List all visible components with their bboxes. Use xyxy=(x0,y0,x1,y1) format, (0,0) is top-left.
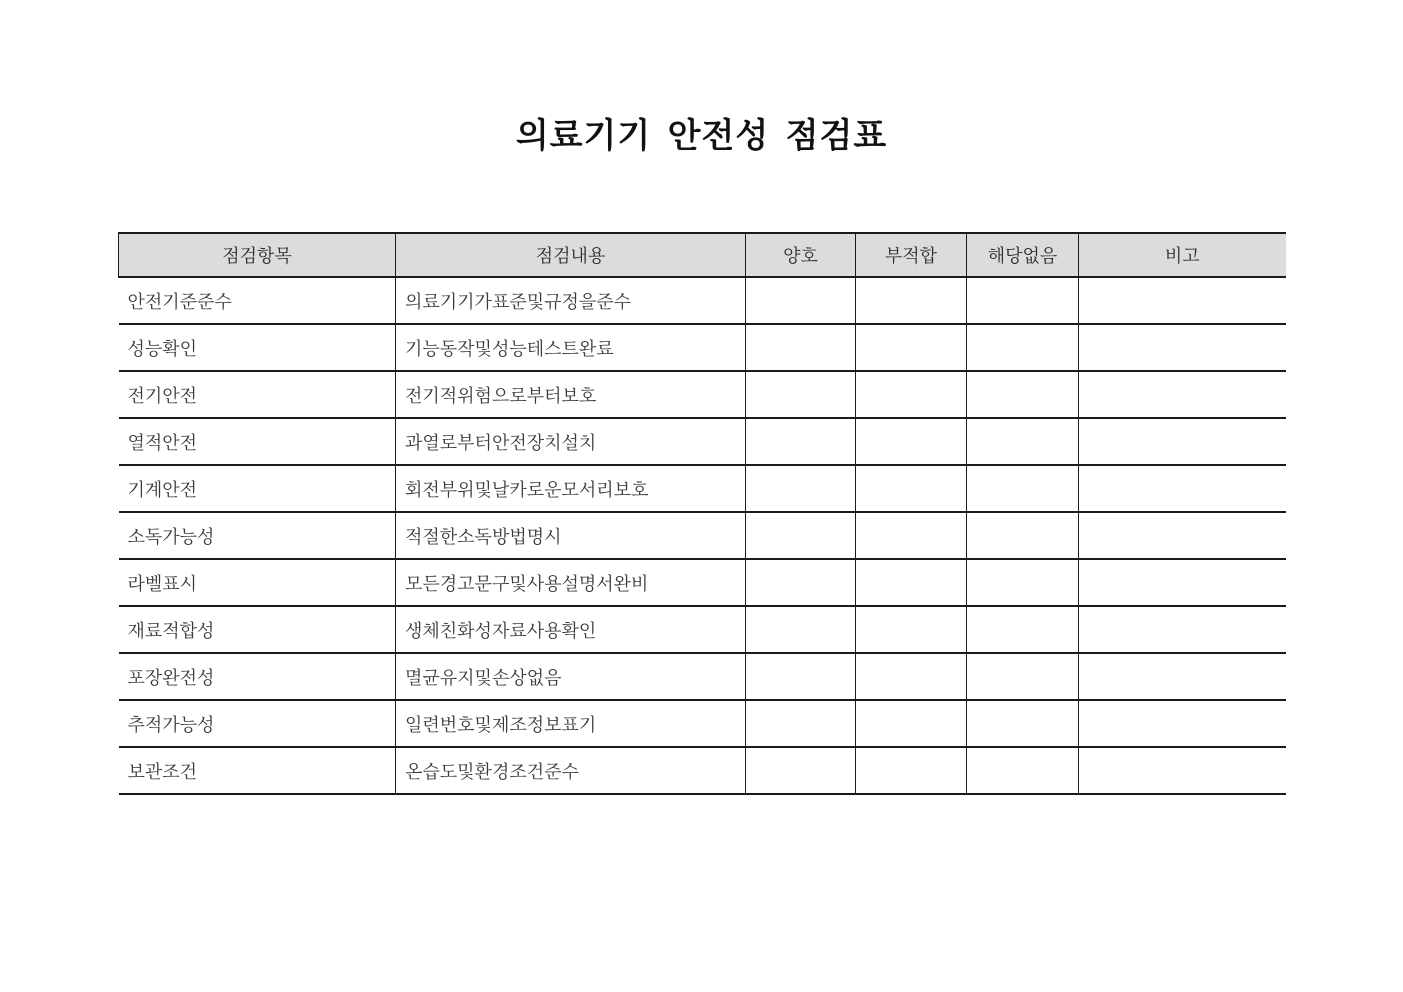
cell-na xyxy=(967,606,1079,653)
cell-na xyxy=(967,512,1079,559)
cell-fail xyxy=(856,277,967,324)
cell-good xyxy=(746,512,856,559)
cell-na xyxy=(967,324,1079,371)
table-header xyxy=(119,233,1286,277)
cell-note xyxy=(1079,606,1286,653)
cell-check-content: 기능동작및성능테스트완료 xyxy=(396,324,746,371)
cell-check-item: 소독가능성 xyxy=(119,512,396,559)
cell-check-content: 전기적위험으로부터보호 xyxy=(396,371,746,418)
cell-check-content: 생체친화성자료사용확인 xyxy=(396,606,746,653)
table-row xyxy=(119,512,1286,559)
table-row xyxy=(119,371,1286,418)
cell-note xyxy=(1079,512,1286,559)
table-row xyxy=(119,277,1286,324)
cell-fail xyxy=(856,465,967,512)
cell-check-item: 재료적합성 xyxy=(119,606,396,653)
cell-na xyxy=(967,700,1079,747)
cell-fail xyxy=(856,512,967,559)
cell-good xyxy=(746,700,856,747)
cell-na xyxy=(967,653,1079,700)
table-body xyxy=(119,277,1286,794)
column-header-content: 점검내용 xyxy=(396,233,746,277)
cell-fail xyxy=(856,747,967,794)
checklist-table xyxy=(118,232,1286,795)
cell-good xyxy=(746,559,856,606)
cell-good xyxy=(746,371,856,418)
page-title: 의료기기 안전성 점검표 xyxy=(515,117,888,155)
cell-good xyxy=(746,418,856,465)
cell-check-item: 기계안전 xyxy=(119,465,396,512)
cell-check-content: 회전부위및날카로운모서리보호 xyxy=(396,465,746,512)
header-row xyxy=(119,233,1286,277)
cell-good xyxy=(746,465,856,512)
cell-fail xyxy=(856,653,967,700)
table-row xyxy=(119,606,1286,653)
cell-note xyxy=(1079,418,1286,465)
cell-note xyxy=(1079,559,1286,606)
cell-note xyxy=(1079,465,1286,512)
cell-good xyxy=(746,606,856,653)
cell-note xyxy=(1079,653,1286,700)
table-row xyxy=(119,700,1286,747)
cell-check-content: 과열로부터안전장치설치 xyxy=(396,418,746,465)
cell-check-content: 멸균유지및손상없음 xyxy=(396,653,746,700)
cell-good xyxy=(746,324,856,371)
cell-fail xyxy=(856,371,967,418)
cell-check-content: 의료기기가표준및규정을준수 xyxy=(396,277,746,324)
cell-check-item: 포장완전성 xyxy=(119,653,396,700)
column-header-fail: 부적합 xyxy=(856,233,967,277)
table-row xyxy=(119,653,1286,700)
cell-check-item: 전기안전 xyxy=(119,371,396,418)
table-row xyxy=(119,465,1286,512)
cell-check-item: 열적안전 xyxy=(119,418,396,465)
cell-fail xyxy=(856,324,967,371)
cell-fail xyxy=(856,606,967,653)
cell-note xyxy=(1079,277,1286,324)
cell-check-content: 모든경고문구및사용설명서완비 xyxy=(396,559,746,606)
cell-fail xyxy=(856,559,967,606)
cell-na xyxy=(967,418,1079,465)
table-row xyxy=(119,747,1286,794)
cell-check-item: 추적가능성 xyxy=(119,700,396,747)
cell-note xyxy=(1079,371,1286,418)
cell-check-item: 보관조건 xyxy=(119,747,396,794)
cell-na xyxy=(967,371,1079,418)
cell-na xyxy=(967,559,1079,606)
cell-fail xyxy=(856,418,967,465)
table-row xyxy=(119,418,1286,465)
cell-note xyxy=(1079,324,1286,371)
column-header-note: 비고 xyxy=(1079,233,1286,277)
column-header-na: 해당없음 xyxy=(967,233,1079,277)
cell-note xyxy=(1079,747,1286,794)
cell-check-item: 안전기준준수 xyxy=(119,277,396,324)
cell-note xyxy=(1079,700,1286,747)
column-header-good: 양호 xyxy=(746,233,856,277)
cell-check-content: 온습도및환경조건준수 xyxy=(396,747,746,794)
cell-check-content: 일련번호및제조정보표기 xyxy=(396,700,746,747)
cell-na xyxy=(967,277,1079,324)
cell-na xyxy=(967,747,1079,794)
cell-fail xyxy=(856,700,967,747)
table-row xyxy=(119,559,1286,606)
cell-good xyxy=(746,653,856,700)
cell-na xyxy=(967,465,1079,512)
cell-good xyxy=(746,277,856,324)
cell-good xyxy=(746,747,856,794)
table-row xyxy=(119,324,1286,371)
cell-check-content: 적절한소독방법명시 xyxy=(396,512,746,559)
cell-check-item: 성능확인 xyxy=(119,324,396,371)
cell-check-item: 라벨표시 xyxy=(119,559,396,606)
column-header-item: 점검항목 xyxy=(119,233,396,277)
